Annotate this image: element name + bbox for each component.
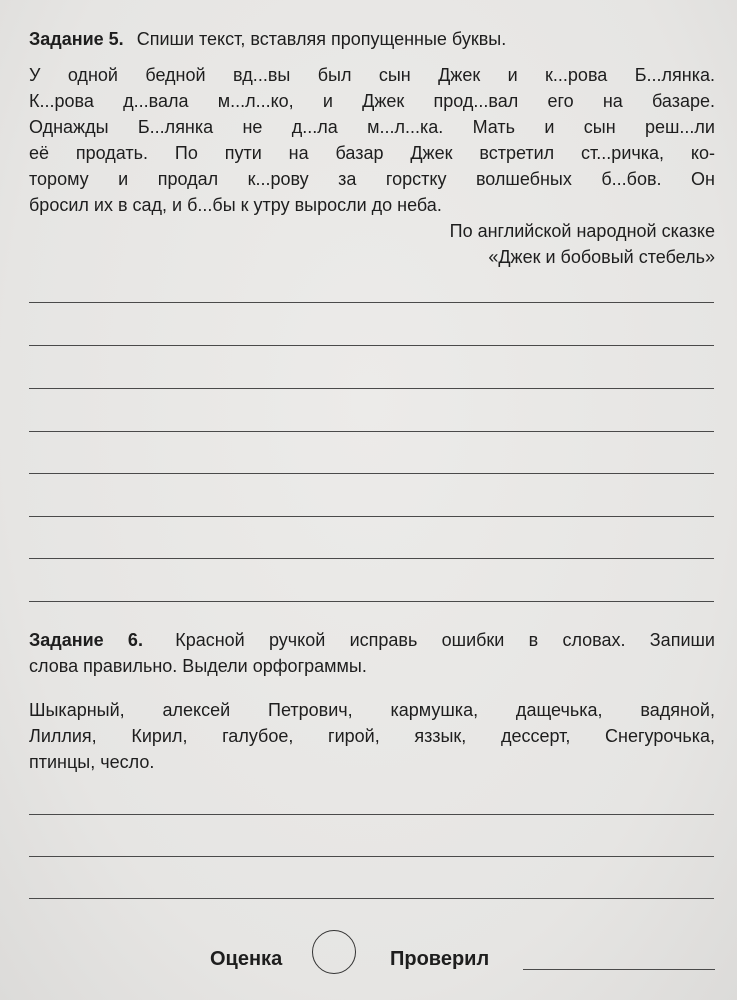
attribution-source: По английской народной сказке — [449, 221, 715, 241]
task-6-line-1: Шыкарный, алексей Петрович, кармушка, дащечька, вадяной, — [29, 700, 715, 720]
signature-line[interactable] — [523, 969, 715, 970]
writing-line[interactable] — [29, 558, 714, 559]
checked-by-label: Проверил — [390, 948, 490, 970]
writing-line[interactable] — [29, 302, 714, 303]
grading-footer — [210, 928, 715, 988]
task-6 — [29, 627, 715, 775]
writing-line[interactable] — [29, 388, 714, 389]
task-5-line-4: её продать. По пути на базар Джек встретил ст...ричка, ко- — [29, 143, 715, 163]
writing-line[interactable] — [29, 431, 714, 432]
task-5-instruction: Спиши текст, вставляя пропущенные буквы. — [136, 29, 507, 49]
task-6-words — [29, 697, 715, 775]
task-5-line-3: Однажды Б...лянка не д...ла м...л...ка. Мать и сын реш...ли — [29, 117, 715, 137]
task-5-line-1: У одной бедной вд...вы был сын Джек и к...рова Б...лянка. — [29, 65, 715, 85]
task-5-text — [29, 62, 715, 218]
writing-line[interactable] — [29, 345, 714, 346]
writing-line[interactable] — [29, 473, 714, 474]
task-5-line-2: К...рова д...вала м...л...ко, и Джек прод...вал его на базаре. — [29, 91, 715, 111]
task-6-header — [29, 627, 715, 653]
task-5 — [29, 26, 715, 270]
task-6-instruction: Красной ручкой исправь ошибки в словах. Запиши — [175, 630, 715, 650]
task-5-header — [29, 26, 715, 52]
writing-line[interactable] — [29, 601, 714, 602]
task-5-label: Задание 5. — [29, 29, 124, 49]
task-6-line-3: птинцы, чесло. — [29, 752, 155, 772]
writing-line[interactable] — [29, 898, 714, 899]
grade-circle[interactable] — [312, 930, 356, 974]
writing-line[interactable] — [29, 814, 714, 815]
writing-line[interactable] — [29, 856, 714, 857]
writing-line[interactable] — [29, 516, 714, 517]
task-5-line-5: торому и продал к...рову за горстку волшебных б...бов. Он — [29, 169, 715, 189]
task-6-line-2: Лиллия, Кирил, галубое, гирой, яззык, дессерт, Снегурочька, — [29, 726, 715, 746]
grade-label: Оценка — [210, 948, 283, 970]
task-6-label: Задание 6. — [29, 630, 143, 650]
task-5-line-6: бросил их в сад, и б...бы к утру выросли до неба. — [29, 195, 442, 215]
task-6-instruction-2: слова правильно. Выдели орфограммы. — [29, 656, 367, 676]
attribution-title: «Джек и бобовый стебель» — [488, 247, 715, 267]
